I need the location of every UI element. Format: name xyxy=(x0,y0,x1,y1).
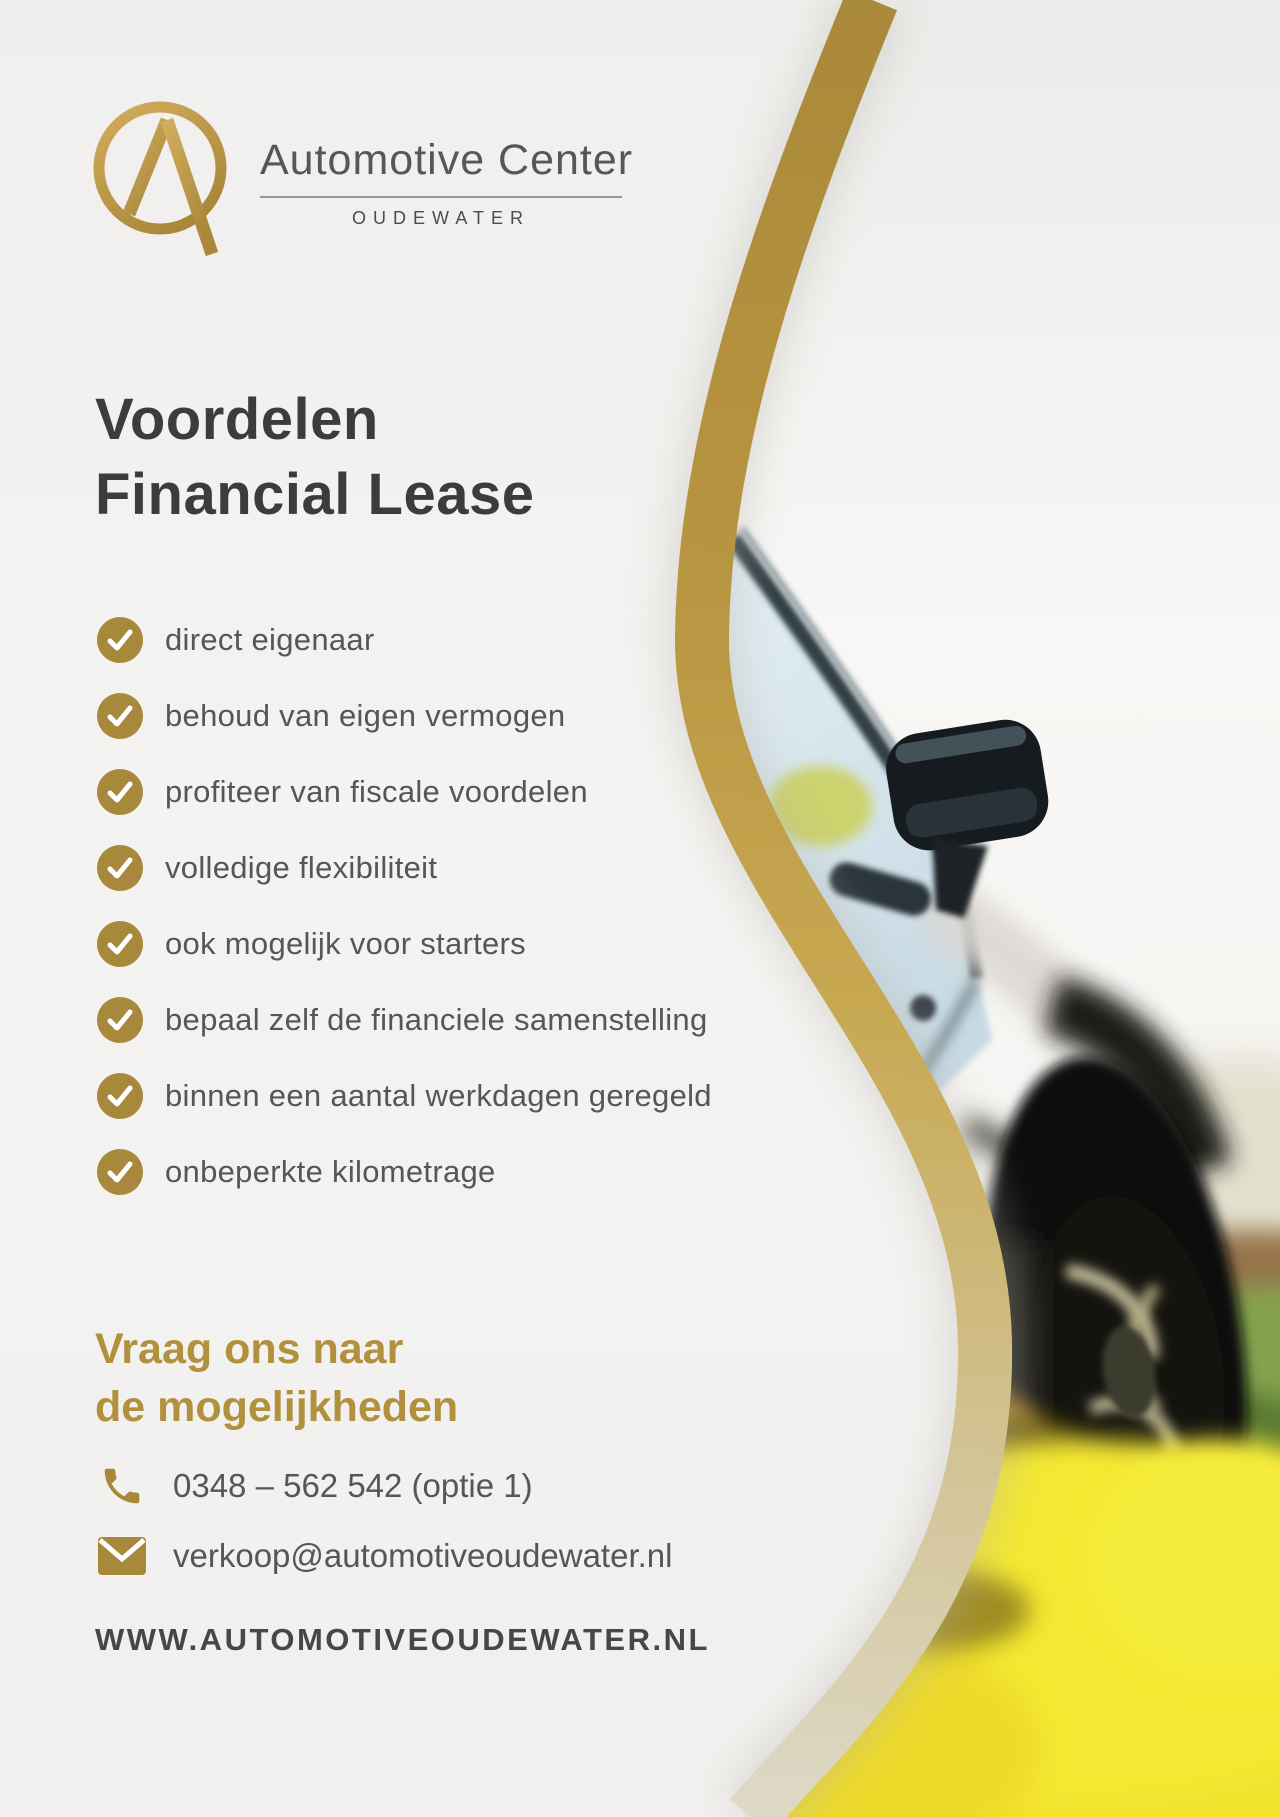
email-row xyxy=(97,1530,672,1582)
envelope-icon xyxy=(97,1537,147,1575)
cta-heading xyxy=(95,1320,458,1436)
list-item xyxy=(97,1058,712,1134)
cta-line1: Vraag ons naar xyxy=(95,1325,404,1373)
list-item-label: onbeperkte kilometrage xyxy=(165,1154,496,1189)
check-icon xyxy=(97,693,143,739)
list-item xyxy=(97,982,712,1058)
list-item xyxy=(97,830,712,906)
brand-logo-icon xyxy=(88,94,238,262)
list-item-label: volledige flexibiliteit xyxy=(165,850,438,885)
page-title-line2: Financial Lease xyxy=(95,462,535,528)
page-title-line1: Voordelen xyxy=(95,387,379,452)
brand-wordmark xyxy=(260,94,633,262)
phone-number: 0348 – 562 542 (optie 1) xyxy=(173,1467,533,1504)
check-icon xyxy=(97,921,143,967)
list-item-label: binnen een aantal werkdagen geregeld xyxy=(165,1078,712,1113)
list-item xyxy=(97,906,712,982)
email-address: verkoop@automotiveoudewater.nl xyxy=(173,1537,673,1574)
brand-divider xyxy=(260,196,622,198)
website-url: WWW.AUTOMOTIVEOUDEWATER.NL xyxy=(95,1622,710,1657)
list-item xyxy=(97,754,712,830)
check-icon xyxy=(97,1149,143,1195)
list-item-label: behoud van eigen vermogen xyxy=(165,698,566,733)
contact-block xyxy=(97,1460,672,1600)
list-item-label: profiteer van fiscale voordelen xyxy=(165,774,588,809)
list-item xyxy=(97,1134,712,1210)
list-item-label: bepaal zelf de financiele samenstelling xyxy=(165,1002,708,1037)
check-icon xyxy=(97,617,143,663)
phone-icon xyxy=(97,1463,147,1509)
benefits-list xyxy=(97,602,712,1210)
check-icon xyxy=(97,845,143,891)
check-icon xyxy=(97,1073,143,1119)
cta-line2: de mogelijkheden xyxy=(95,1383,459,1432)
brand-name: Automotive Center xyxy=(260,136,634,184)
phone-row xyxy=(97,1460,672,1512)
list-item xyxy=(97,602,712,678)
check-icon xyxy=(97,997,143,1043)
page-title xyxy=(95,382,534,533)
check-icon xyxy=(97,769,143,815)
brand-header xyxy=(88,94,633,262)
list-item-label: ook mogelijk voor starters xyxy=(165,926,526,961)
list-item xyxy=(97,678,712,754)
list-item-label: direct eigenaar xyxy=(165,622,375,657)
brand-city: OUDEWATER xyxy=(352,208,530,228)
